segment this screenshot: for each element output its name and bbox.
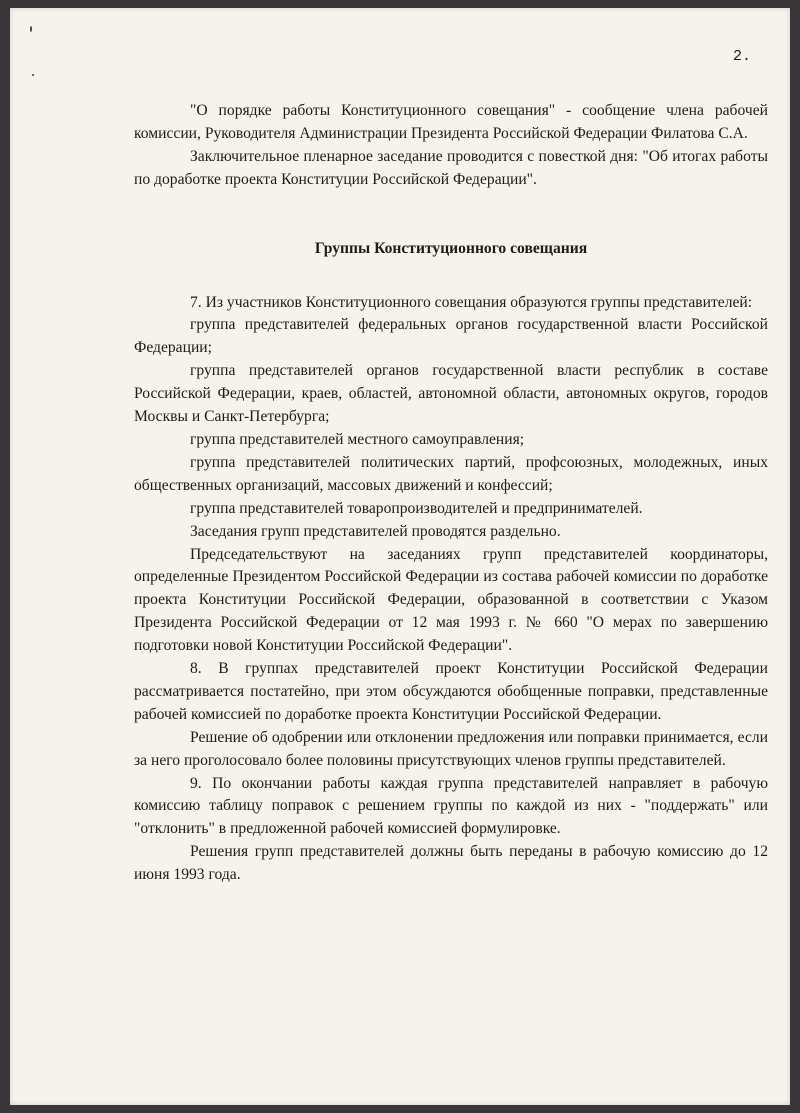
paragraph: Заседания групп представителей проводятся раздельно. <box>190 522 561 540</box>
paragraph: группа представителей местного самоуправления; <box>190 430 525 448</box>
paragraph: "О порядке работы Конституционного совещания" - сообщение члена рабочей комиссии, Руководителя Администрации Президента Российской Федерации Филатова С.А. <box>134 102 768 142</box>
paragraph: Решения групп представителей должны быть переданы в рабочую комиссию до 12 июня 1993 года. <box>134 843 768 884</box>
document-page <box>10 8 790 1105</box>
paragraph: 8. В группах представителей проект Конституции Российской Федерации рассматривается постатейно, при этом обсуждаются обобщенные поправки, представленные рабочей комиссией по доработке проекта Конституции Российской Федерации. <box>134 660 768 723</box>
paragraph: 7. Из участников Конституционного совещания образуются группы представителей: <box>190 293 753 311</box>
paragraph: Председательствуют на заседаниях групп представителей координаторы, определенные Президентом Российской Федерации из состава рабочей комиссии по доработке проекта Конституции Российской Федерации, образованной в соответствии с Указом Президента Российской Федерации от 12 мая 1993 г. № 660 "О мерах по завершению подготовки новой Конституции Российской Федерации". <box>134 545 768 655</box>
paragraph: группа представителей политических партий, профсоюзных, молодежных, иных общественных организаций, массовых движений и конфессий; <box>134 453 768 494</box>
paragraph: группа представителей товаропроизводителей и предпринимателей. <box>190 499 643 517</box>
page-number: 2. <box>733 48 752 65</box>
paragraph: Заключительное пленарное заседание проводится с повесткой дня: "Об итогах работы по доработке проекта Конституции Российской Федерации". <box>134 147 768 188</box>
paragraph: Решение об одобрении или отклонении предложения или поправки принимается, если за него проголосовало более половины присутствующих членов группы представителей. <box>134 728 768 769</box>
paragraph: группа представителей федеральных органов государственной власти Российской Федерации; <box>134 316 768 357</box>
paragraph: 9. По окончании работы каждая группа представителей направляет в рабочую комиссию таблицу поправок с решением группы по каждой из них - "поддержать" или "отклонить" в предложенной рабочей комиссией формулировке. <box>134 774 768 838</box>
scan-speck <box>32 74 34 76</box>
document-body <box>134 100 768 887</box>
paragraph: группа представителей органов государственной власти республик в составе Российской Федерации, краев, областей, автономной области, автономных округов, городов Москвы и Санкт-Петербурга; <box>134 362 768 426</box>
section-heading: Группы Конституционного совещания <box>314 239 588 257</box>
scan-speck <box>30 26 32 32</box>
